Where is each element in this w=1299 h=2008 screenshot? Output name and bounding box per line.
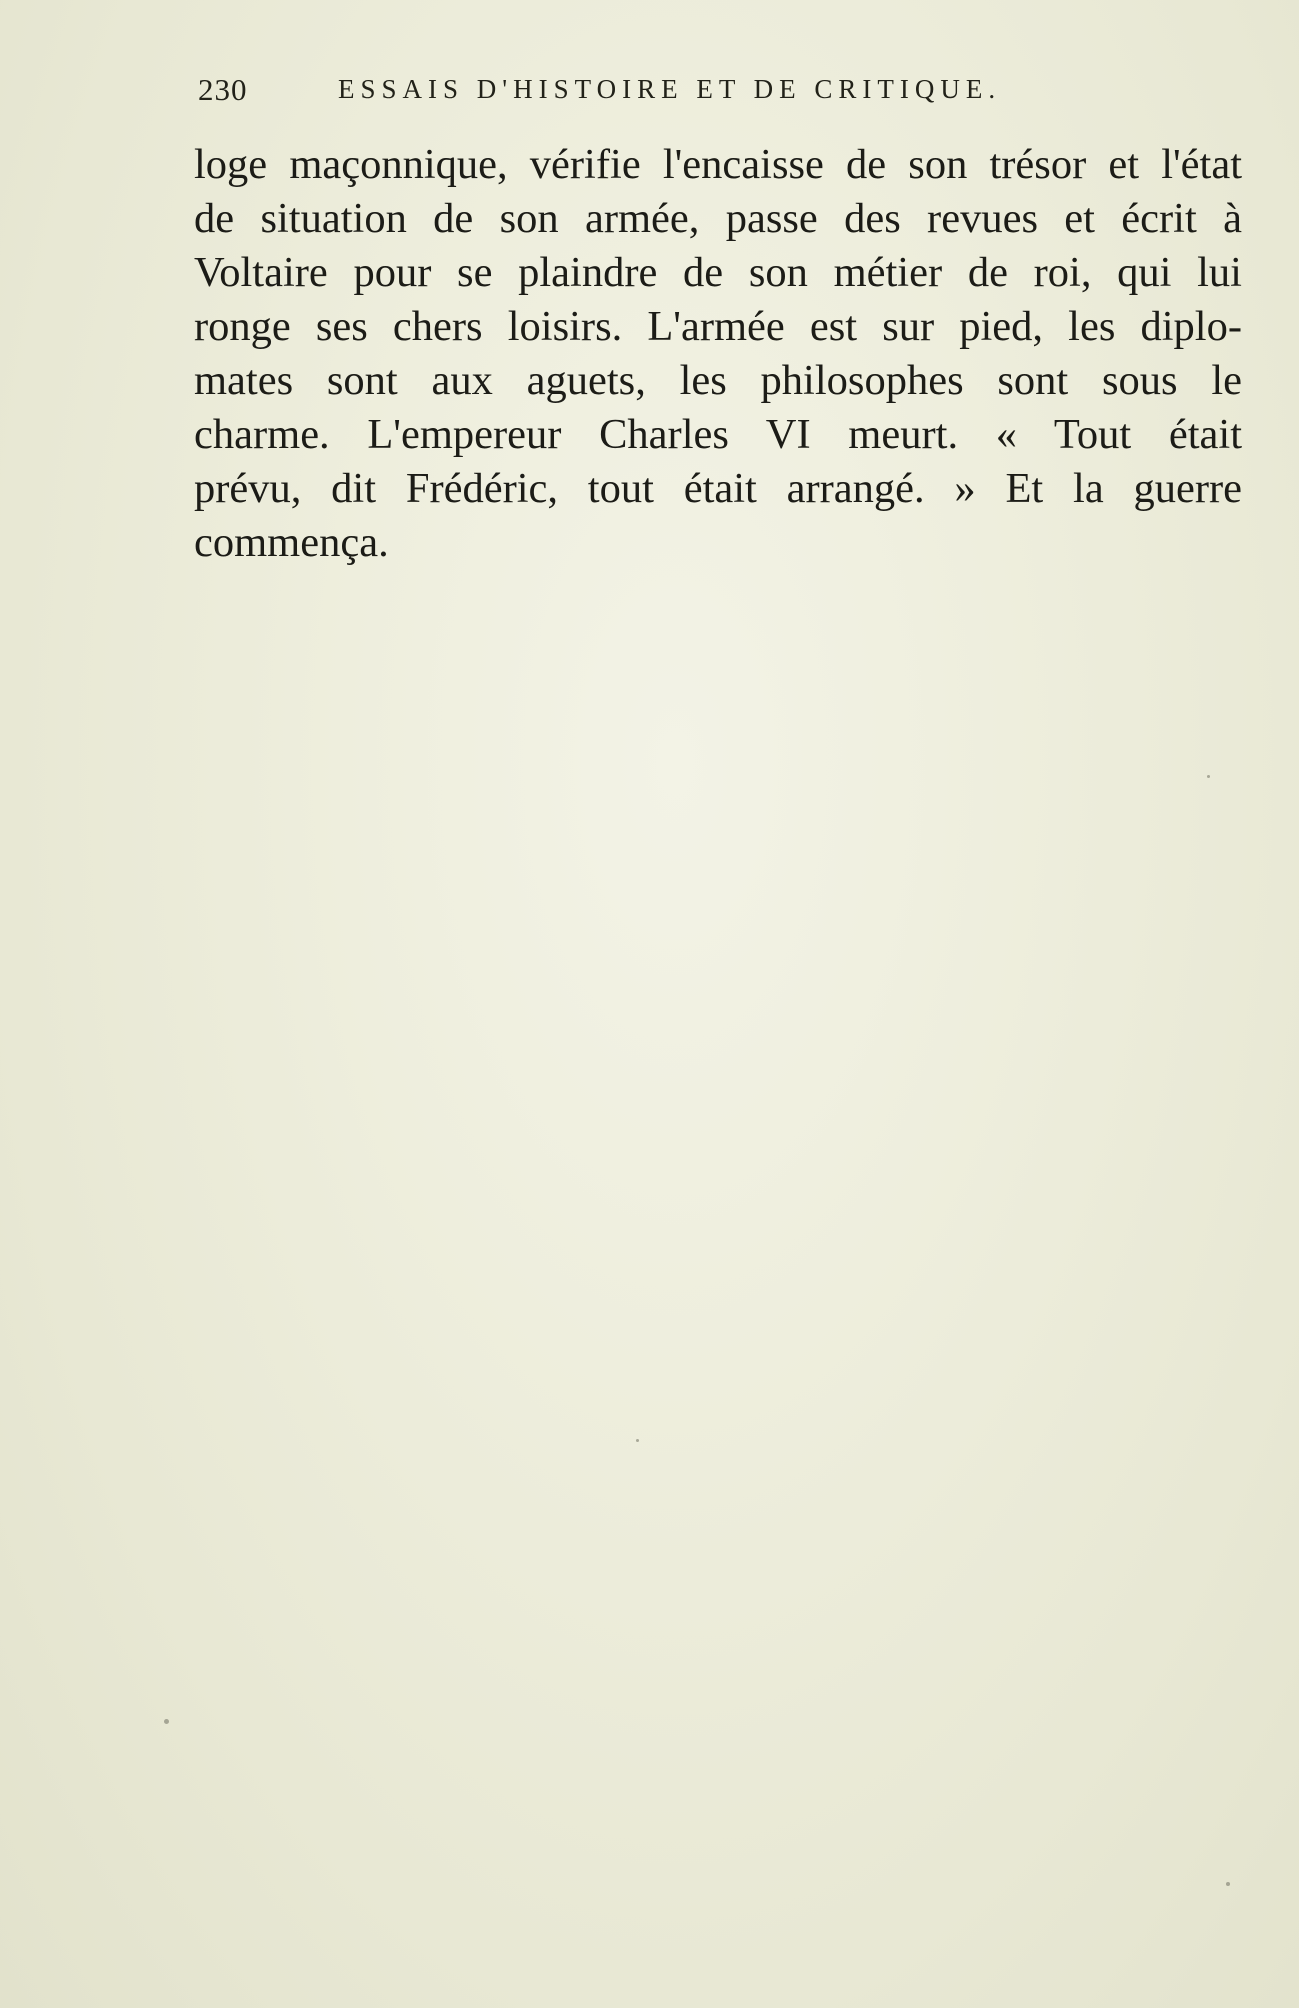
text-line: prévu, dit Frédéric, tout était arrangé. » Et la guerre bbox=[194, 465, 1242, 512]
paper-speck bbox=[164, 1719, 169, 1724]
body-paragraph bbox=[194, 138, 1242, 570]
running-title: ESSAIS D'HISTOIRE ET DE CRITIQUE. bbox=[338, 74, 1002, 104]
paper-speck bbox=[1226, 1882, 1230, 1886]
paper-speck bbox=[1207, 775, 1210, 778]
text-line: charme. L'empereur Charles VI meurt. « Tout était bbox=[194, 411, 1242, 458]
page-number: 230 bbox=[198, 72, 248, 107]
text-line: ronge ses chers loisirs. L'armée est sur pied, les diplo- bbox=[194, 303, 1242, 350]
text-line: mates sont aux aguets, les philosophes sont sous le bbox=[194, 357, 1242, 404]
text-line: Voltaire pour se plaindre de son métier de roi, qui lui bbox=[194, 249, 1242, 296]
running-head bbox=[198, 72, 1110, 112]
paper-speck bbox=[636, 1439, 639, 1442]
text-line: loge maçonnique, vérifie l'encaisse de son trésor et l'état bbox=[194, 141, 1242, 188]
text-line: commença. bbox=[194, 519, 389, 566]
text-line: de situation de son armée, passe des revues et écrit à bbox=[194, 195, 1242, 242]
